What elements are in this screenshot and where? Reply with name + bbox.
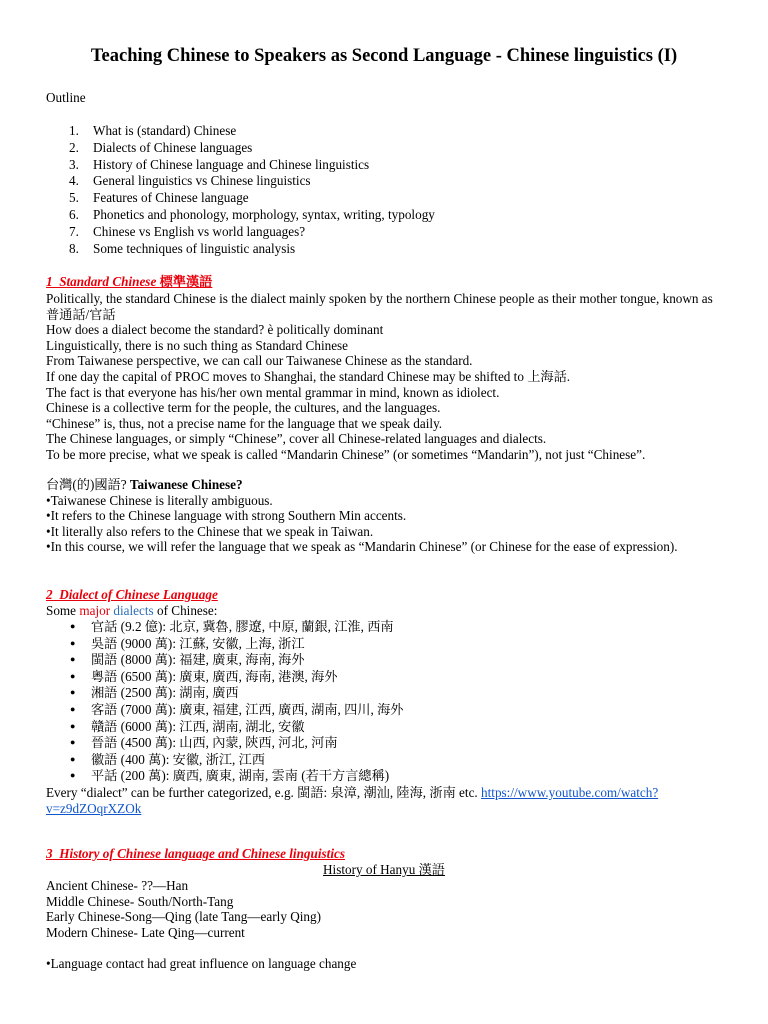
taiwanese-chinese-block — [46, 477, 722, 555]
outline-item: 2. Dialects of Chinese languages — [69, 139, 253, 155]
section-1-line: How does a dialect become the standard? è politically dominant — [46, 322, 384, 338]
outline-item: 4. General linguistics vs Chinese linguistics — [69, 173, 311, 189]
outline-label: Outline — [46, 90, 86, 105]
dialect-list-item: ● 湘語 (2500 萬): 湖南, 廣西 — [70, 685, 403, 702]
outline-item: 1. What is (standard) Chinese — [69, 123, 237, 138]
dialect-list-item: ● 晉語 (4500 萬): 山西, 內蒙, 陝西, 河北, 河南 — [70, 735, 403, 752]
youtube-link[interactable]: https://www.youtube.com/watch? — [481, 785, 659, 800]
section-1-paragraph: Politically, the standard Chinese is the dialect mainly spoken by the northern Chinese people as their mother tongue, known as 普通話/官話 — [46, 291, 713, 322]
taiwanese-chinese-bullet: •In this course, we will refer the language that we speak as “Mandarin Chinese” (or Chinese for the ease of expression). — [46, 539, 678, 555]
section-1-line: Linguistically, there is no such thing as Standard Chinese — [46, 337, 349, 353]
outline-list — [69, 123, 435, 257]
dialect-list-item: ● 吳語 (9000 萬): 江蘇, 安徽, 上海, 浙江 — [70, 636, 403, 653]
history-period: Early Chinese-Song—Qing (late Tang—early Qing) — [46, 909, 321, 925]
section-2-heading: 2_Dialect of Chinese Language — [46, 587, 218, 602]
history-period: Ancient Chinese- ??—Han — [46, 878, 189, 893]
dialect-list-item: ● 平話 (200 萬): 廣西, 廣東, 湖南, 雲南 (若干方言總稱) — [70, 768, 403, 785]
dialects-intro: Some major dialects of Chinese: — [46, 603, 218, 618]
section-1-line: From Taiwanese perspective, we can call our Taiwanese Chinese as the standard. — [46, 353, 473, 369]
outline-item: 7. Chinese vs English vs world languages? — [69, 223, 306, 239]
section-1-line: To be more precise, what we speak is called “Mandarin Chinese” (or sometimes “Mandarin”), not just “Chinese”. — [46, 446, 646, 462]
history-period: Modern Chinese- Late Qing—current — [46, 924, 245, 940]
outline-item: 6. Phonetics and phonology, morphology, syntax, writing, typology — [69, 206, 435, 222]
section-3-heading: 3_History of Chinese language and Chinese linguistics — [46, 846, 345, 861]
dialect-list-item: ● 徽語 (400 萬): 安徽, 浙江, 江西 — [70, 752, 403, 769]
outline-item: 3. History of Chinese language and Chinese linguistics — [69, 156, 370, 172]
dialect-list-item: ● 客語 (7000 萬): 廣東, 福建, 江西, 廣西, 湖南, 四川, 海外 — [70, 702, 403, 719]
taiwanese-chinese-question: 台灣(的)國語? Taiwanese Chinese? — [46, 477, 243, 492]
dialect-list-item: ● 贛語 (6000 萬): 江西, 湖南, 湖北, 安徽 — [70, 719, 403, 736]
youtube-link-continued[interactable]: v=z9dZOqrXZOk — [46, 800, 142, 816]
page-title: Teaching Chinese to Speakers as Second Language - Chinese linguistics (I) — [90, 46, 678, 66]
history-subtitle: History of Hanyu 漢語 — [323, 862, 445, 877]
history-periods — [46, 878, 722, 940]
dialect-list-item: ● 粵語 (6500 萬): 廣東, 廣西, 海南, 港澳, 海外 — [70, 669, 403, 686]
section-1-line: The Chinese languages, or simply “Chinese”, cover all Chinese-related languages and dialects. — [46, 431, 547, 447]
section-1-body — [46, 291, 722, 463]
section-1-line: If one day the capital of PROC moves to Shanghai, the standard Chinese may be shifted to 上海話. — [46, 368, 571, 384]
dialect-subcategory-note: Every “dialect” can be further categorized, e.g. 閩語: 泉漳, 潮汕, 陸海, 浙南 etc. https://www.youtube.com/watch? v=z9dZOqrXZOk — [46, 785, 659, 816]
outline-item: 5. Features of Chinese language — [69, 190, 249, 206]
taiwanese-chinese-bullet: •Taiwanese Chinese is literally ambiguous. — [46, 492, 273, 508]
dialect-list-item: ● 閩語 (8000 萬): 福建, 廣東, 海南, 海外 — [70, 652, 403, 669]
section-1-heading: 1_Standard Chinese 標準漢語 — [46, 274, 213, 289]
dialect-list-item: ● 官話 (9.2 億): 北京, 冀魯, 膠遼, 中原, 蘭銀, 江淮, 西南 — [70, 619, 403, 636]
history-period: Middle Chinese- South/North-Tang — [46, 893, 234, 909]
taiwanese-chinese-bullet: •It refers to the Chinese language with strong Southern Min accents. — [46, 508, 407, 524]
language-contact-note: •Language contact had great influence on language change — [46, 956, 357, 971]
dialect-list — [70, 619, 403, 785]
section-1-line: Chinese is a collective term for the people, the cultures, and the languages. — [46, 400, 441, 416]
outline-item: 8. Some techniques of linguistic analysis — [69, 240, 296, 256]
section-1-line: “Chinese” is, thus, not a precise name for the language that we speak daily. — [46, 415, 443, 431]
section-1-line: The fact is that everyone has his/her own mental grammar in mind, known as idiolect. — [46, 384, 500, 400]
taiwanese-chinese-bullet: •It literally also refers to the Chinese that we speak in Taiwan. — [46, 523, 374, 539]
